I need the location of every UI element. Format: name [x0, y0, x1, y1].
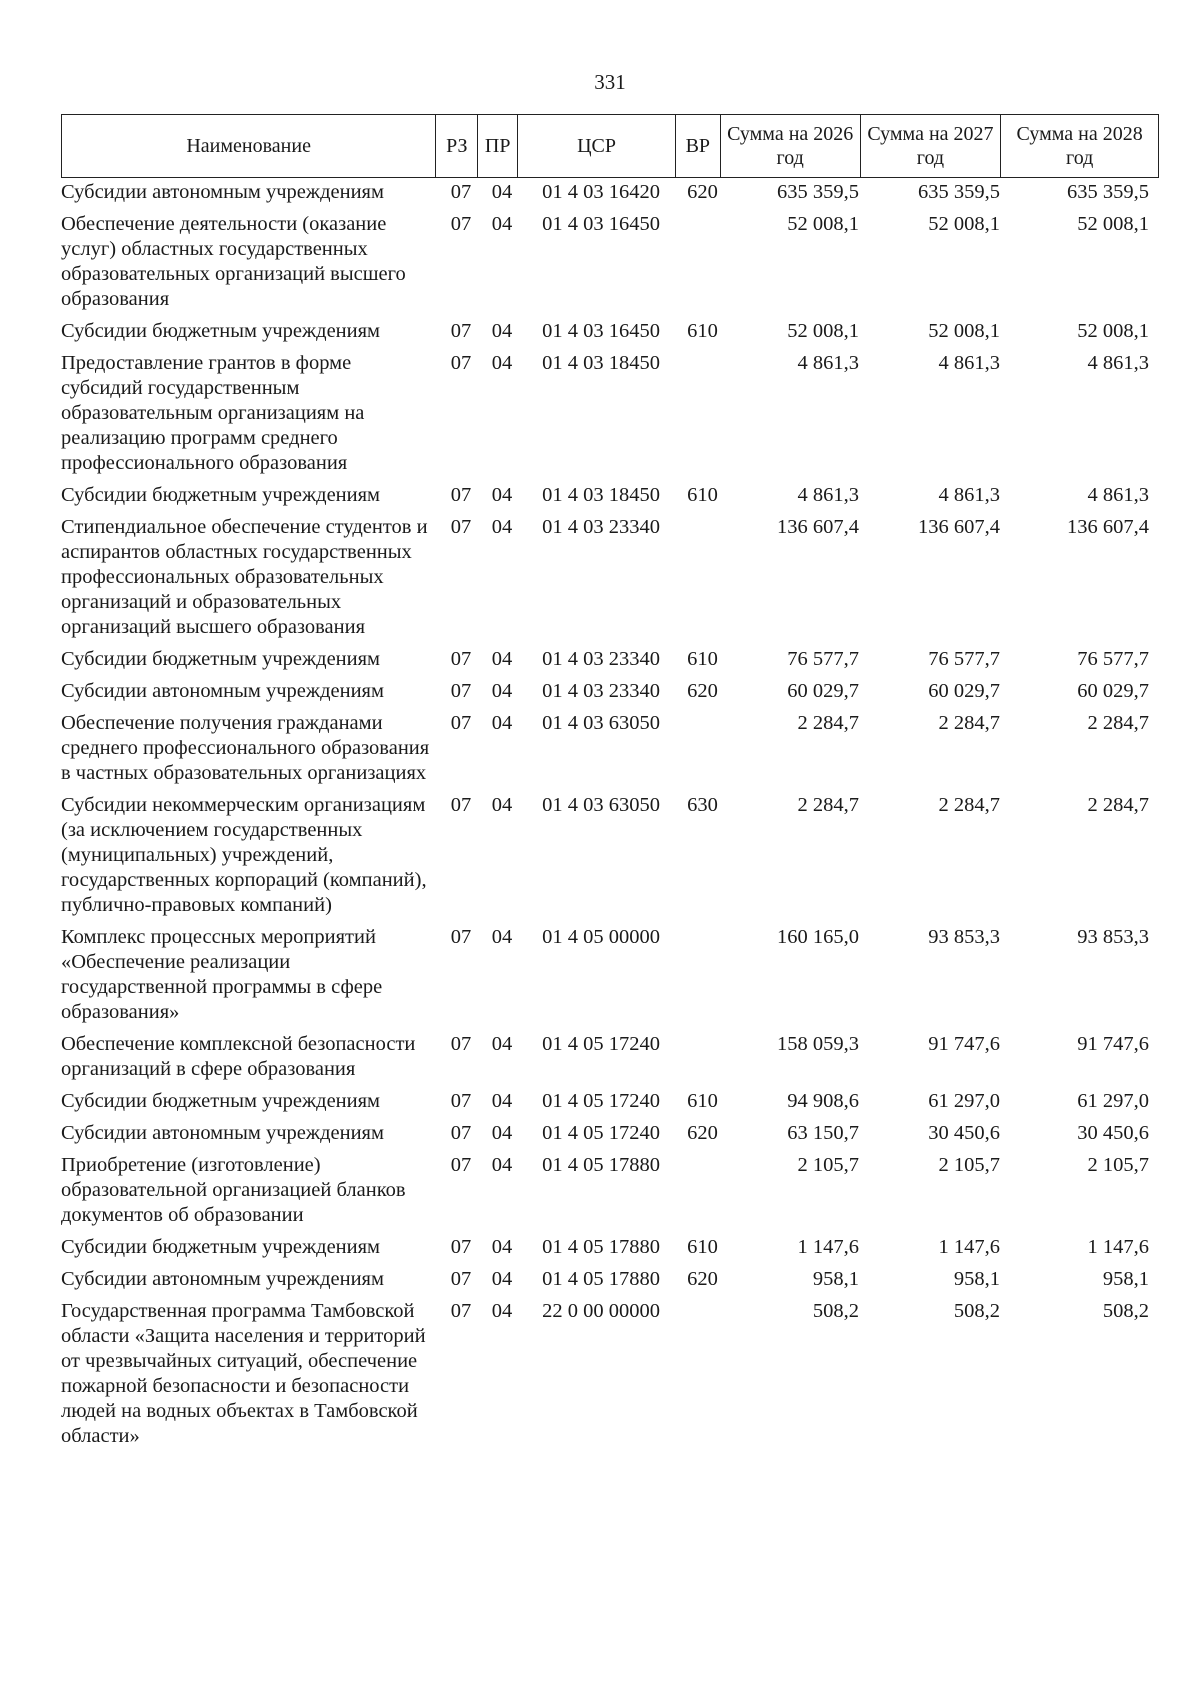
cell-name: Субсидии бюджетным учреждениям	[61, 1236, 381, 1258]
cell-vr	[680, 1032, 725, 1082]
cell-sum-2026: 63 150,7	[787, 1122, 859, 1144]
cell-name: Государственная программа Тамбовской области «Защита населения и территорий от чрезвычайных ситуаций, обеспечение пожарной безопасности и безопасности людей на водных объектах в Тамбовской области»	[61, 1300, 426, 1447]
cell-csr: 01 4 05 17880	[542, 1154, 660, 1176]
cell-pr: 04	[491, 1268, 513, 1290]
cell-pr: 04	[491, 680, 513, 702]
cell-sum-2028: 2 284,7	[1087, 712, 1149, 734]
cell-sum-2027: 52 008,1	[928, 320, 1000, 342]
cell-rz: 07	[450, 213, 472, 235]
cell-csr: 01 4 05 17880	[542, 1268, 660, 1290]
header-name: Наименование	[62, 115, 436, 177]
cell-csr: 01 4 03 63050	[542, 794, 660, 816]
header-rz: РЗ	[436, 115, 478, 177]
cell-name: Субсидии автономным учреждениям	[61, 680, 384, 702]
cell-sum-2028: 1 147,6	[1087, 1236, 1149, 1258]
cell-pr: 04	[491, 1236, 513, 1258]
cell-name: Обеспечение получения гражданами среднего профессионального образования в частных образовательных организациях	[61, 712, 430, 784]
cell-sum-2027: 2 284,7	[938, 712, 1000, 734]
cell-vr: 610	[687, 648, 718, 670]
cell-sum-2026: 508,2	[812, 1300, 859, 1322]
cell-sum-2027: 4 861,3	[938, 484, 1000, 506]
table-row	[61, 212, 1161, 312]
cell-sum-2026: 136 607,4	[777, 516, 859, 538]
header-pr: ПР	[478, 115, 518, 177]
cell-sum-2027: 93 853,3	[928, 926, 1000, 948]
cell-sum-2026: 52 008,1	[787, 320, 859, 342]
cell-name: Обеспечение комплексной безопасности организаций в сфере образования	[61, 1033, 416, 1080]
cell-pr: 04	[491, 320, 513, 342]
table-row	[61, 515, 1161, 640]
cell-pr: 04	[491, 794, 513, 816]
cell-csr: 01 4 03 63050	[542, 712, 660, 734]
cell-name: Субсидии некоммерческим организациям (за исключением государственных (муниципальных) учреждений, государственных корпораций (компаний), публично-правовых компаний)	[61, 794, 427, 916]
cell-sum-2028: 60 029,7	[1077, 680, 1149, 702]
cell-sum-2026: 2 284,7	[797, 712, 859, 734]
cell-rz: 07	[450, 794, 472, 816]
cell-sum-2027: 1 147,6	[938, 1236, 1000, 1258]
table-row	[61, 679, 1161, 704]
cell-rz: 07	[450, 1122, 472, 1144]
cell-rz: 07	[450, 1268, 472, 1290]
cell-csr: 01 4 05 17240	[542, 1122, 660, 1144]
cell-name: Субсидии автономным учреждениям	[61, 181, 384, 203]
cell-sum-2027: 635 359,5	[918, 181, 1000, 203]
table-row	[61, 351, 1161, 476]
table-body	[61, 180, 1161, 1456]
cell-pr: 04	[491, 352, 513, 374]
cell-csr: 01 4 05 17240	[542, 1090, 660, 1112]
cell-sum-2028: 52 008,1	[1077, 213, 1149, 235]
cell-rz: 07	[450, 484, 472, 506]
table-row	[61, 1089, 1161, 1114]
cell-rz: 07	[450, 1300, 472, 1322]
cell-sum-2028: 52 008,1	[1077, 320, 1149, 342]
cell-name: Приобретение (изготовление) образовательной организацией бланков документов об образовании	[61, 1154, 406, 1226]
cell-pr: 04	[491, 1122, 513, 1144]
cell-vr	[680, 515, 725, 640]
cell-vr	[680, 1299, 725, 1449]
cell-csr: 01 4 05 00000	[542, 926, 660, 948]
cell-sum-2026: 2 105,7	[797, 1154, 859, 1176]
cell-pr: 04	[491, 926, 513, 948]
cell-rz: 07	[450, 712, 472, 734]
cell-sum-2026: 4 861,3	[797, 352, 859, 374]
cell-sum-2026: 76 577,7	[787, 648, 859, 670]
cell-csr: 01 4 03 16420	[542, 181, 660, 203]
cell-rz: 07	[450, 320, 472, 342]
table-row	[61, 793, 1161, 918]
cell-rz: 07	[450, 648, 472, 670]
cell-sum-2028: 2 284,7	[1087, 794, 1149, 816]
cell-csr: 01 4 03 23340	[542, 648, 660, 670]
table-row	[61, 319, 1161, 344]
cell-sum-2028: 4 861,3	[1087, 352, 1149, 374]
cell-pr: 04	[491, 516, 513, 538]
cell-sum-2027: 91 747,6	[928, 1033, 1000, 1055]
header-sum-2028: Сумма на 2028 год	[1016, 123, 1143, 169]
cell-pr: 04	[491, 1090, 513, 1112]
cell-sum-2027: 30 450,6	[928, 1122, 1000, 1144]
table-row	[61, 925, 1161, 1025]
cell-sum-2027: 958,1	[953, 1268, 1000, 1290]
cell-csr: 01 4 03 18450	[542, 484, 660, 506]
cell-pr: 04	[491, 181, 513, 203]
cell-pr: 04	[491, 648, 513, 670]
cell-pr: 04	[491, 1154, 513, 1176]
table-row	[61, 483, 1161, 508]
table-row	[61, 1267, 1161, 1292]
cell-name: Субсидии автономным учреждениям	[61, 1268, 384, 1290]
cell-sum-2028: 76 577,7	[1077, 648, 1149, 670]
cell-sum-2028: 635 359,5	[1067, 181, 1149, 203]
cell-csr: 01 4 03 23340	[542, 516, 660, 538]
cell-sum-2028: 4 861,3	[1087, 484, 1149, 506]
cell-vr: 620	[687, 1122, 718, 1144]
cell-name: Комплекс процессных мероприятий «Обеспечение реализации государственной программы в сфере образования»	[61, 926, 383, 1023]
table-row	[61, 1299, 1161, 1449]
cell-csr: 01 4 03 23340	[542, 680, 660, 702]
cell-sum-2026: 635 359,5	[777, 181, 859, 203]
cell-rz: 07	[450, 181, 472, 203]
cell-name: Субсидии бюджетным учреждениям	[61, 320, 381, 342]
cell-sum-2026: 2 284,7	[797, 794, 859, 816]
table-row	[61, 1153, 1161, 1228]
table-row	[61, 1235, 1161, 1260]
cell-sum-2028: 2 105,7	[1087, 1154, 1149, 1176]
cell-vr: 610	[687, 320, 718, 342]
header-vr: ВР	[676, 115, 721, 177]
cell-vr	[680, 351, 725, 476]
cell-vr: 620	[687, 1268, 718, 1290]
header-sum-2027: Сумма на 2027 год	[861, 115, 1002, 177]
header-csr: ЦСР	[518, 115, 676, 177]
cell-name: Субсидии бюджетным учреждениям	[61, 484, 381, 506]
cell-vr: 620	[687, 181, 718, 203]
cell-vr: 620	[687, 680, 718, 702]
cell-sum-2027: 2 105,7	[938, 1154, 1000, 1176]
cell-sum-2027: 52 008,1	[928, 213, 1000, 235]
cell-rz: 07	[450, 1090, 472, 1112]
cell-sum-2028: 91 747,6	[1077, 1033, 1149, 1055]
cell-name: Обеспечение деятельности (оказание услуг) областных государственных образовательных организаций высшего образования	[61, 213, 406, 310]
cell-sum-2027: 61 297,0	[928, 1090, 1000, 1112]
table-row	[61, 647, 1161, 672]
table-header	[61, 114, 1159, 178]
cell-sum-2028: 958,1	[1102, 1268, 1149, 1290]
cell-sum-2028: 93 853,3	[1077, 926, 1149, 948]
cell-name: Предоставление грантов в форме субсидий государственным образовательным организациям на реализацию программ среднего профессионального образования	[61, 352, 365, 474]
cell-rz: 07	[450, 680, 472, 702]
cell-sum-2027: 4 861,3	[938, 352, 1000, 374]
cell-vr	[680, 925, 725, 1025]
cell-rz: 07	[450, 1033, 472, 1055]
cell-sum-2028: 508,2	[1102, 1300, 1149, 1322]
cell-sum-2026: 158 059,3	[777, 1033, 859, 1055]
cell-pr: 04	[491, 213, 513, 235]
cell-pr: 04	[491, 1300, 513, 1322]
table-row	[61, 180, 1161, 205]
cell-pr: 04	[491, 712, 513, 734]
cell-sum-2027: 508,2	[953, 1300, 1000, 1322]
header-sum-2026: Сумма на 2026 год	[721, 115, 861, 177]
cell-sum-2026: 4 861,3	[797, 484, 859, 506]
cell-sum-2028: 61 297,0	[1077, 1090, 1149, 1112]
cell-csr: 01 4 05 17880	[542, 1236, 660, 1258]
table-row	[61, 1032, 1161, 1082]
cell-sum-2026: 1 147,6	[797, 1236, 859, 1258]
table-row	[61, 711, 1161, 786]
cell-rz: 07	[450, 926, 472, 948]
cell-sum-2027: 136 607,4	[918, 516, 1000, 538]
cell-name: Субсидии бюджетным учреждениям	[61, 1090, 381, 1112]
cell-name: Стипендиальное обеспечение студентов и аспирантов областных государственных профессиональных образовательных организаций и образовательных организаций высшего образования	[61, 516, 428, 638]
cell-vr	[680, 212, 725, 312]
cell-vr	[680, 711, 725, 786]
table-row	[61, 1121, 1161, 1146]
cell-name: Субсидии бюджетным учреждениям	[61, 648, 381, 670]
cell-vr	[680, 1153, 725, 1228]
cell-rz: 07	[450, 1154, 472, 1176]
cell-vr: 610	[687, 484, 718, 506]
cell-csr: 01 4 03 16450	[542, 213, 660, 235]
cell-sum-2027: 60 029,7	[928, 680, 1000, 702]
cell-csr: 01 4 05 17240	[542, 1033, 660, 1055]
cell-name: Субсидии автономным учреждениям	[61, 1122, 384, 1144]
cell-rz: 07	[450, 516, 472, 538]
cell-sum-2027: 76 577,7	[928, 648, 1000, 670]
cell-csr: 01 4 03 18450	[542, 352, 660, 374]
cell-vr: 610	[687, 1090, 718, 1112]
cell-sum-2027: 2 284,7	[938, 794, 1000, 816]
cell-csr: 22 0 00 00000	[542, 1300, 660, 1322]
cell-rz: 07	[450, 352, 472, 374]
cell-pr: 04	[491, 484, 513, 506]
cell-sum-2026: 60 029,7	[787, 680, 859, 702]
cell-sum-2026: 94 908,6	[787, 1090, 859, 1112]
cell-sum-2026: 958,1	[812, 1268, 859, 1290]
cell-vr: 630	[687, 794, 718, 816]
cell-sum-2028: 136 607,4	[1067, 516, 1149, 538]
cell-pr: 04	[491, 1033, 513, 1055]
page-number: 331	[594, 70, 626, 94]
cell-csr: 01 4 03 16450	[542, 320, 660, 342]
cell-sum-2026: 52 008,1	[787, 213, 859, 235]
cell-rz: 07	[450, 1236, 472, 1258]
cell-sum-2026: 160 165,0	[777, 926, 859, 948]
cell-sum-2028: 30 450,6	[1077, 1122, 1149, 1144]
cell-vr: 610	[687, 1236, 718, 1258]
